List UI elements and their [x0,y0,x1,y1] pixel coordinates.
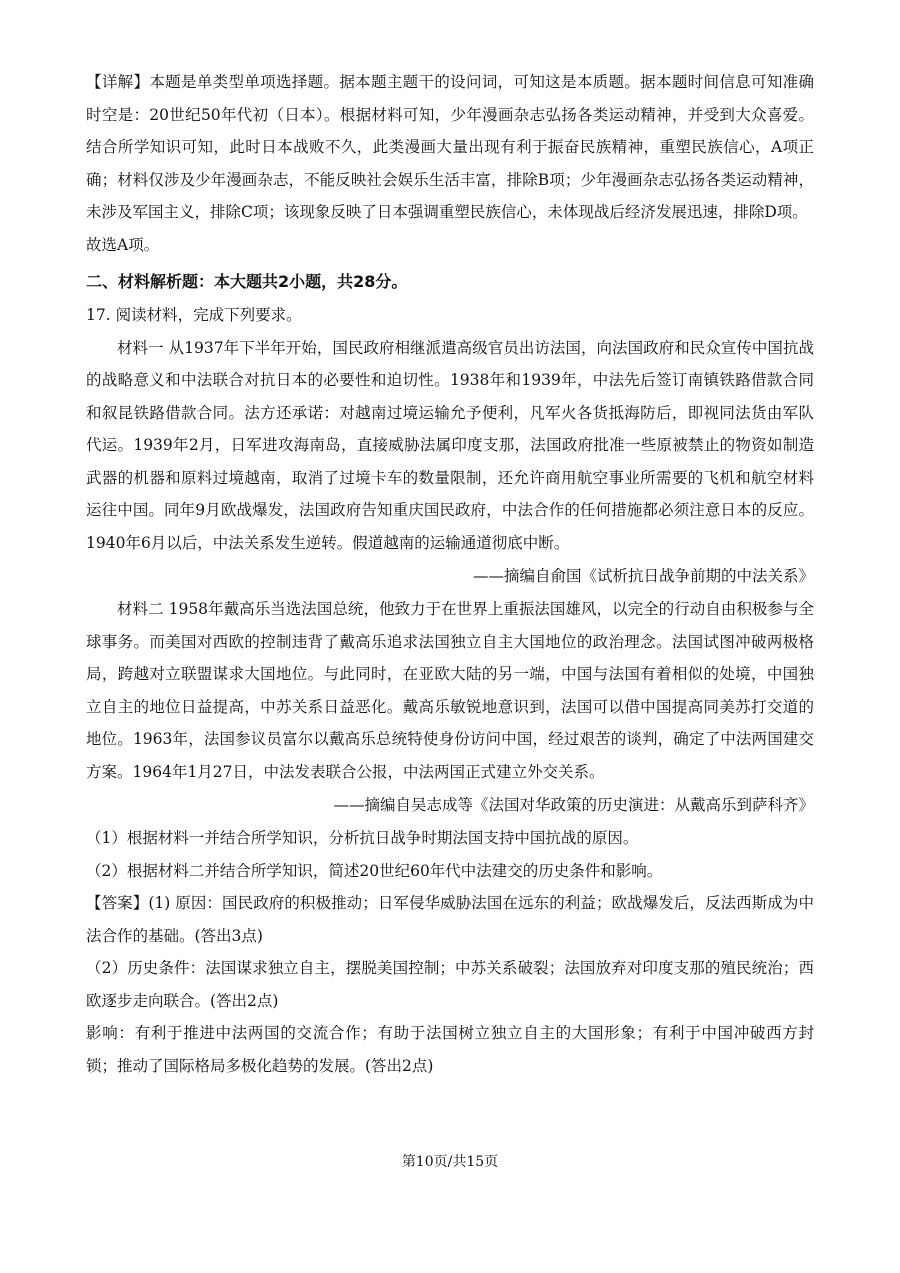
section-title: 二、材料解析题：本大题共2小题，共28分。 [86,272,408,291]
material-two-label: 材料二 [117,600,164,618]
material-two [86,593,814,788]
answer-3: 影响：有利于推进中法两国的交流合作；有助于法国树立独立自主的大国形象；有利于中国冲破西方封锁；推动了国际格局多极化趋势的发展。(答出2点) [86,1024,814,1075]
material-two-source: ——摘编自吴志成等《法国对华政策的历史演进：从戴高乐到萨科齐》 [333,796,814,814]
question-prompt: 17. 阅读材料，完成下列要求。 [86,306,302,324]
material-one-source: ——摘编自俞国《试析抗日战争前期的中法关系》 [472,567,814,585]
explanation-text: 本题是单类型单项选择题。据本题主题干的设问词，可知这是本质题。据本题时间信息可知准确时空是：20世纪50年代初（日本）。根据材料可知，少年漫画杂志弘扬各类运动精神，并受到大众喜爱。结合所学知识可知，此时日本战败不久，此类漫画大量出现有利于振奋民族精神，重塑民族信心，A项正确；材料仅涉及少年漫画杂志，不能反映社会娱乐生活丰富，排除B项；少年漫画杂志弘扬各类运动精神，未涉及军国主义，排除C项；该现象反映了日本强调重塑民族信心，未体现战后经济发展迅速，排除D项。 [86,73,814,221]
answer-2: （2）历史条件：法国谋求独立自主，摆脱美国控制；中苏关系破裂；法国放弃对印度支那的殖民统治；西欧逐步走向联合。(答出2点) [86,959,814,1010]
explanation-conclusion: 故选A项。 [86,235,160,254]
answer-1-text: (1) 原因：国民政府的积极推动；日军侵华威胁法国在远东的利益；欧战爆发后，反法西斯成为中法合作的基础。(答出3点) [86,894,814,945]
explanation-paragraph [86,66,814,229]
material-one [86,332,814,560]
sub-question-2: （2）根据材料二并结合所学知识，简述20世纪60年代中法建交的历史条件和影响。 [86,861,663,880]
sub-question-1: （1）根据材料一并结合所学知识，分析抗日战争时期法国支持中国抗战的原因。 [86,829,639,847]
answer-label: 【答案】 [86,894,149,912]
answer-1 [86,887,814,952]
material-one-label: 材料一 [117,338,164,357]
material-one-text: 从1937年下半年开始，国民政府相继派遣高级官员出访法国，向法国政府和民众宣传中国抗战的战略意义和中法联合对抗日本的必要性和迫切性。1938年和1939年，中法先后签订南镇铁路借款合同和叙昆铁路借款合同。法方还承诺：对越南过境运输允予便利，凡军火各货抵海防后，即视同法货由军队代运。1939年2月，日军进攻海南岛，直接威胁法属印度支那，法国政府批准一些原被禁止的物资如制造武器的机器和原料过境越南，取消了过境卡车的数量限制，还允许商用航空事业所需要的飞机和航空材料运往中国。同年9月欧战爆发，法国政府告知重庆国民政府，中法合作的任何措施都必须注意日本的反应。1940年6月以后，中法关系发生逆转。假道越南的运输通道彻底中断。 [86,338,814,552]
page-number: 第10页/共15页 [401,1154,499,1170]
explanation-label: 【详解】 [86,73,150,91]
material-two-text: 1958年戴高乐当选法国总统，他致力于在世界上重振法国雄风，以完全的行动自由积极参与全球事务。而美国对西欧的控制违背了戴高乐追求法国独立自主大国地位的政治理念。法国试图冲破两极格局，跨越对立联盟谋求大国地位。与此同时，在亚欧大陆的另一端，中国与法国有着相似的处境，中国独立自主的地位日益提高，中苏关系日益恶化。戴高乐敏锐地意识到，法国可以借中国提高同美苏打交道的地位。1963年，法国参议员富尔以戴高乐总统特使身份访问中国，经过艰苦的谈判，确定了中法两国建交方案。1964年1月27日，中法发表联合公报，中法两国正式建立外交关系。 [86,600,814,781]
